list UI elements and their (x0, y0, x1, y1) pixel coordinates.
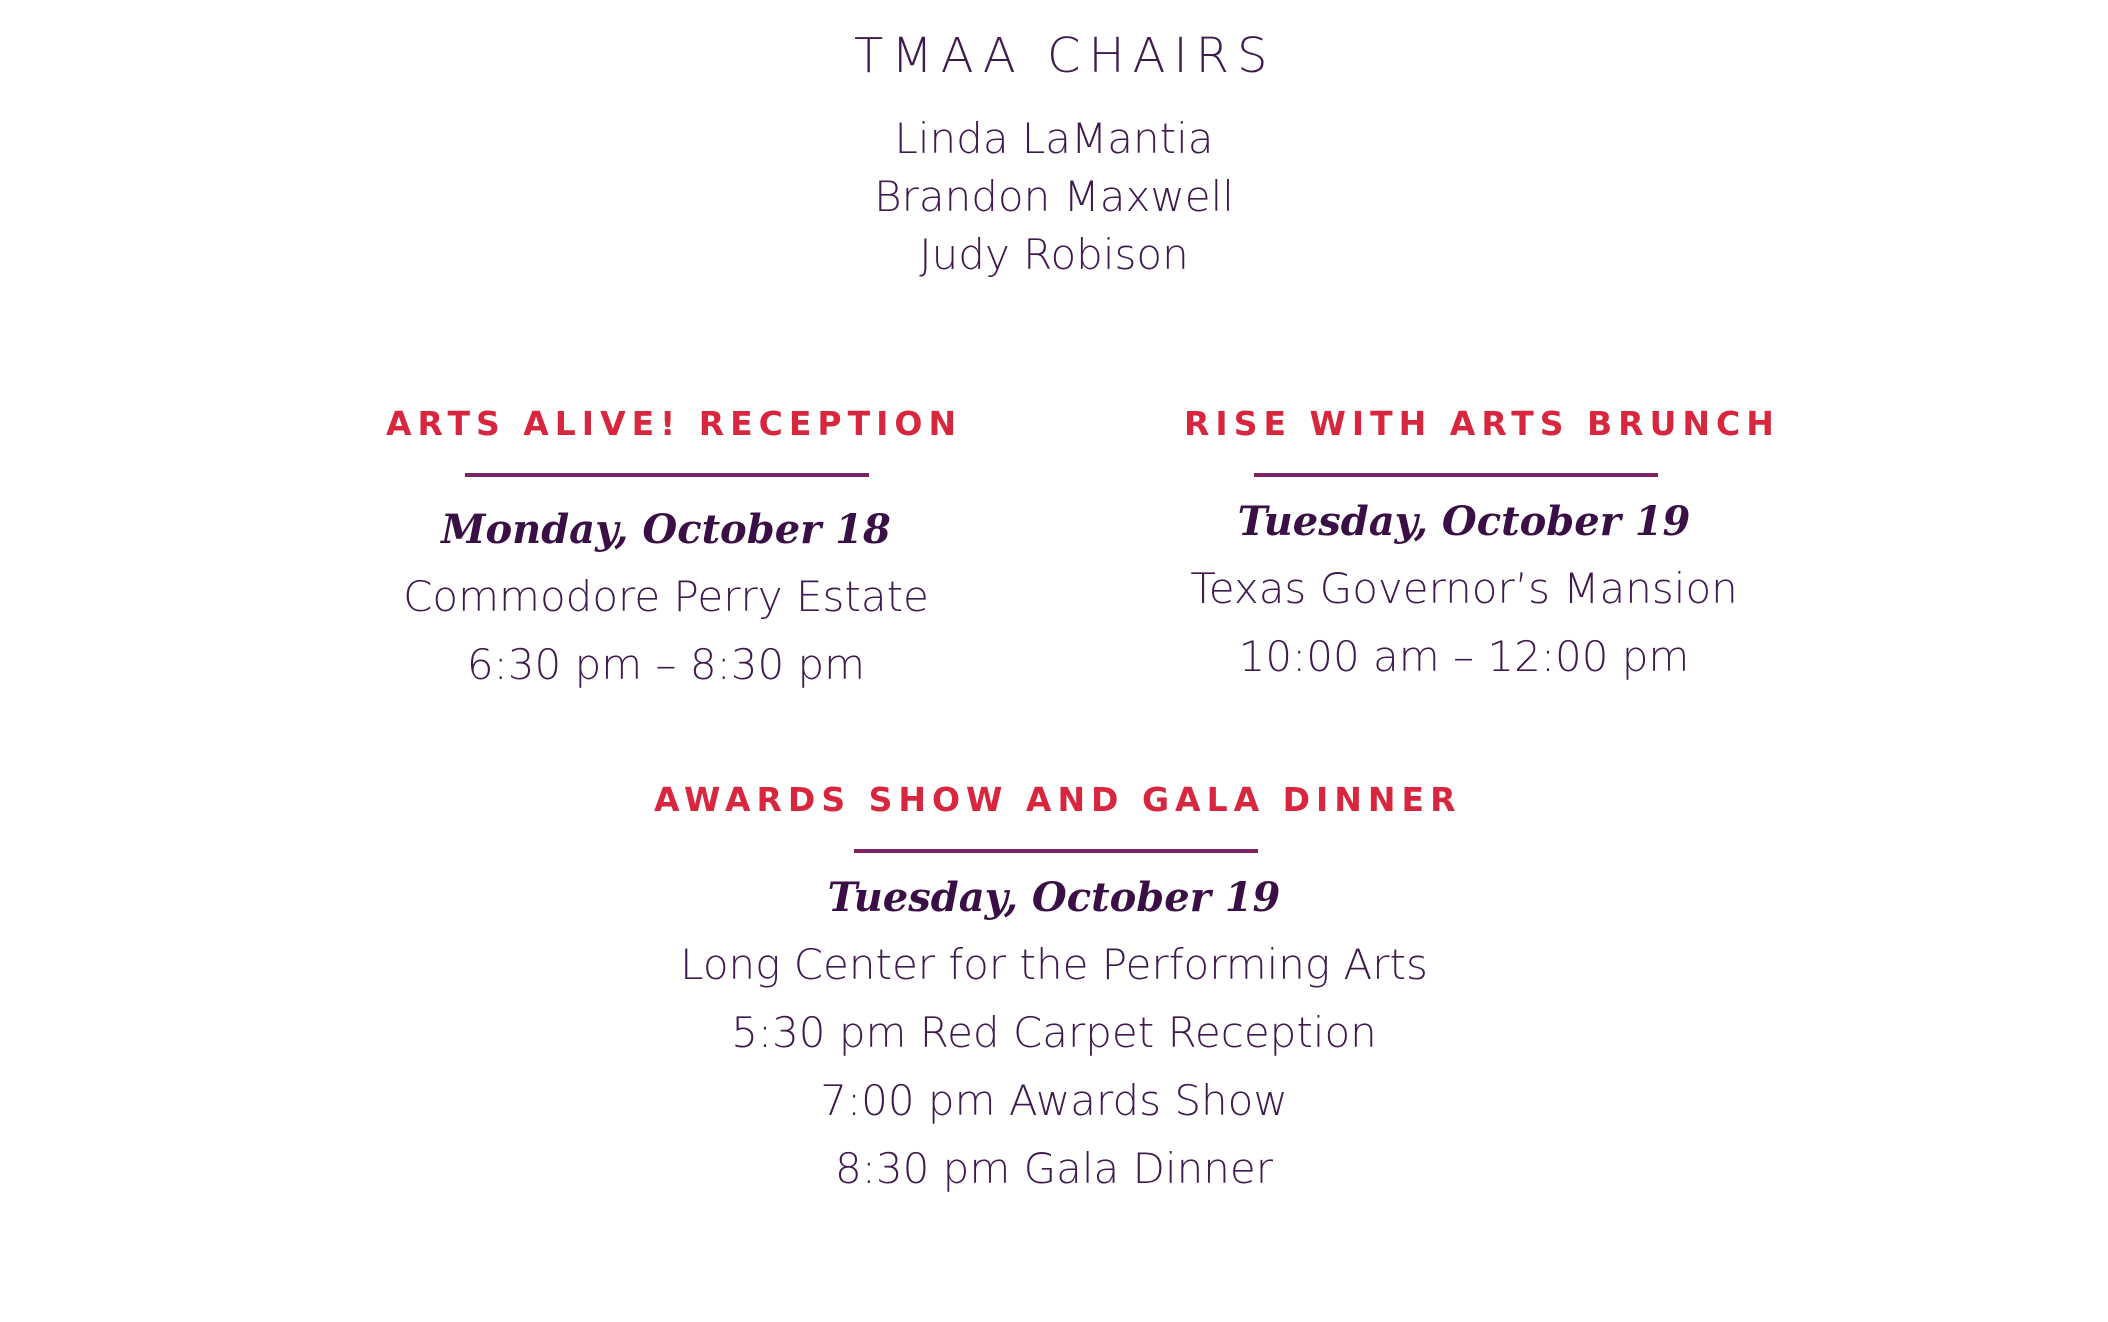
heading-divider (854, 849, 1258, 853)
event-date: Tuesday, October 19 (827, 874, 1281, 921)
event-heading-arts-alive: ARTS ALIVE! RECEPTION (386, 404, 963, 443)
event-venue: Texas Governor’s Mansion (1190, 564, 1738, 613)
chair-name: Judy Robison (919, 230, 1189, 279)
event-time: 10:00 am – 12:00 pm (1238, 632, 1690, 681)
chair-name: Linda LaMantia (894, 114, 1214, 163)
event-time: 6:30 pm – 8:30 pm (466, 640, 866, 689)
event-schedule-item: 7:00 pm Awards Show (820, 1076, 1288, 1125)
event-date: Monday, October 18 (441, 506, 891, 553)
chairs-title: TMAA CHAIRS (854, 28, 1276, 84)
event-schedule-item: 5:30 pm Red Carpet Reception (731, 1008, 1377, 1057)
event-heading-awards-gala: AWARDS SHOW AND GALA DINNER (654, 780, 1462, 819)
event-heading-rise-with-arts: RISE WITH ARTS BRUNCH (1184, 404, 1780, 443)
chair-name: Brandon Maxwell (874, 172, 1234, 221)
event-venue: Long Center for the Performing Arts (680, 940, 1428, 989)
event-venue: Commodore Perry Estate (403, 572, 929, 621)
event-schedule-item: 8:30 pm Gala Dinner (835, 1144, 1273, 1193)
event-date: Tuesday, October 19 (1237, 498, 1691, 545)
chairs-list (804, 110, 1304, 284)
heading-divider (1254, 473, 1658, 477)
heading-divider (465, 473, 869, 477)
